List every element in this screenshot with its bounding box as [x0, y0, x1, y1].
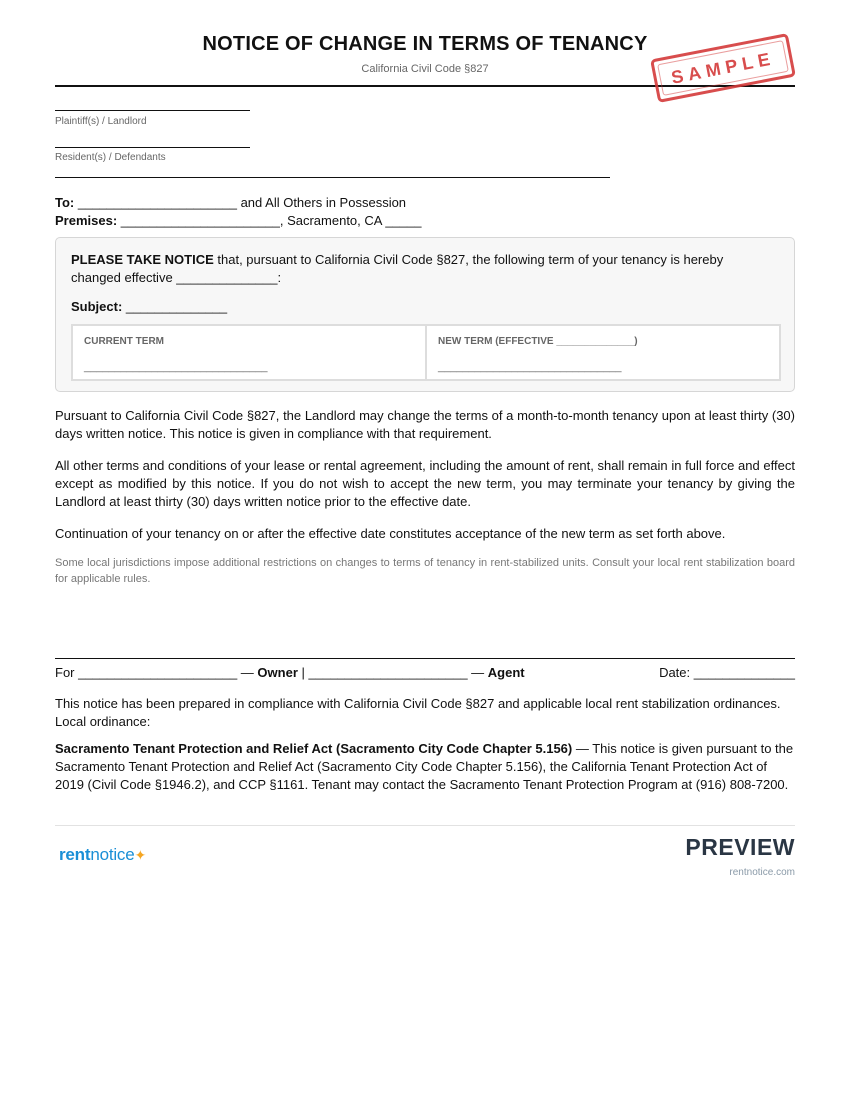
- document-subtitle: California Civil Code §827: [361, 63, 489, 75]
- subject-label: Subject:: [71, 299, 123, 314]
- to-label: To:: [55, 195, 75, 210]
- paragraph-continuation: Continuation of your tenancy on or after the effective date constitutes acceptance of the new term as set forth above.: [55, 526, 726, 541]
- to-line: [55, 195, 406, 210]
- new-term-blank: ______________________________: [438, 361, 622, 373]
- plaintiff-caption: Plaintiff(s) / Landlord: [55, 116, 147, 127]
- compliance-text: This notice has been prepared in compliance with California Civil Code §827 and applicable local rent stabilization ordinances. Local ordinance:: [55, 696, 781, 729]
- premises-city: , Sacramento, CA: [279, 213, 382, 228]
- ordinance-body: — This notice is given pursuant to the Sacramento Tenant Protection and Relief Act (Sacramento City Code Chapter 5.156), the California Tenant Protection Act of 2019 (Civil Code §1946.2), and CCP §1161. Tenant may contact the Sacramento Tenant Protection Program at (916) 808-7200.: [55, 741, 794, 792]
- notice-box: [55, 237, 795, 392]
- date-blank: ______________: [693, 665, 795, 680]
- agent-blank: ______________________: [308, 665, 468, 680]
- current-term-cell: [73, 326, 425, 379]
- subject-blank: ______________: [125, 299, 228, 314]
- notice-lead: PLEASE TAKE NOTICE: [71, 252, 214, 267]
- sparkle-icon: ✦: [134, 847, 147, 863]
- premises-line: [55, 213, 422, 228]
- owner-dash: —: [237, 665, 258, 680]
- for-label: For: [55, 665, 75, 680]
- paragraph-notice-requirement: Pursuant to California Civil Code §827, the Landlord may change the terms of a month-to-month tenancy upon at least thirty (30) days written notice. This notice is given in compliance with that requirement.: [55, 408, 795, 441]
- sample-stamp: SAMPLE: [650, 33, 796, 103]
- signature-rule: [55, 658, 795, 659]
- site-url: rentnotice.com: [729, 867, 795, 878]
- paragraph-other-terms: All other terms and conditions of your lease or rental agreement, including the amount of rent, shall remain in full force and effect except as modified by this notice. If you do not wish to accept the new term, you may terminate your tenancy by giving the Landlord at least thirty (30) days written notice prior to the effective date.: [55, 458, 795, 509]
- current-term-label: CURRENT TERM: [84, 336, 164, 347]
- notice-body: that, pursuant to California Civil Code §827, the following term of your tenancy is hereby changed effective ______________:: [71, 252, 724, 285]
- new-term-cell: [425, 326, 779, 379]
- signature-separator: |: [297, 665, 309, 680]
- rentnotice-logo: [59, 845, 146, 865]
- premises-blank: ______________________: [120, 213, 280, 228]
- new-term-label: NEW TERM (EFFECTIVE ______________): [438, 336, 638, 347]
- resident-caption: Resident(s) / Defendants: [55, 152, 166, 163]
- logo-rent: rent: [59, 845, 91, 864]
- signature-row: [55, 665, 795, 680]
- subject-line: [71, 299, 227, 314]
- to-suffix: and All Others in Possession: [240, 195, 407, 210]
- premises-zip: _____: [385, 213, 422, 228]
- agent-label: Agent: [487, 665, 525, 680]
- date-label: Date:: [659, 665, 691, 680]
- agent-dash: —: [467, 665, 488, 680]
- terms-table: [71, 324, 781, 381]
- preview-label: PREVIEW: [685, 834, 795, 860]
- date-field: [659, 665, 795, 680]
- ordinance-title: Sacramento Tenant Protection and Relief Act (Sacramento City Code Chapter 5.156): [55, 741, 573, 756]
- to-blank: ______________________: [77, 195, 237, 210]
- logo-notice: notice: [90, 845, 135, 864]
- plaintiff-line: [55, 110, 250, 111]
- notice-text: [71, 251, 771, 287]
- current-term-blank: ______________________________: [84, 361, 268, 373]
- owner-label: Owner: [257, 665, 298, 680]
- caption-divider: [55, 177, 610, 178]
- ordinance-text: [55, 740, 795, 794]
- owner-blank: ______________________: [78, 665, 238, 680]
- footer-rule: [55, 825, 795, 826]
- paragraph-local-note: Some local jurisdictions impose additional restrictions on changes to terms of tenancy in rent-stabilized units. Consult your local rent stabilization board for applicable rules.: [55, 557, 795, 585]
- premises-label: Premises:: [55, 213, 118, 228]
- resident-line: [55, 147, 250, 148]
- document-title: NOTICE OF CHANGE IN TERMS OF TENANCY: [202, 33, 648, 55]
